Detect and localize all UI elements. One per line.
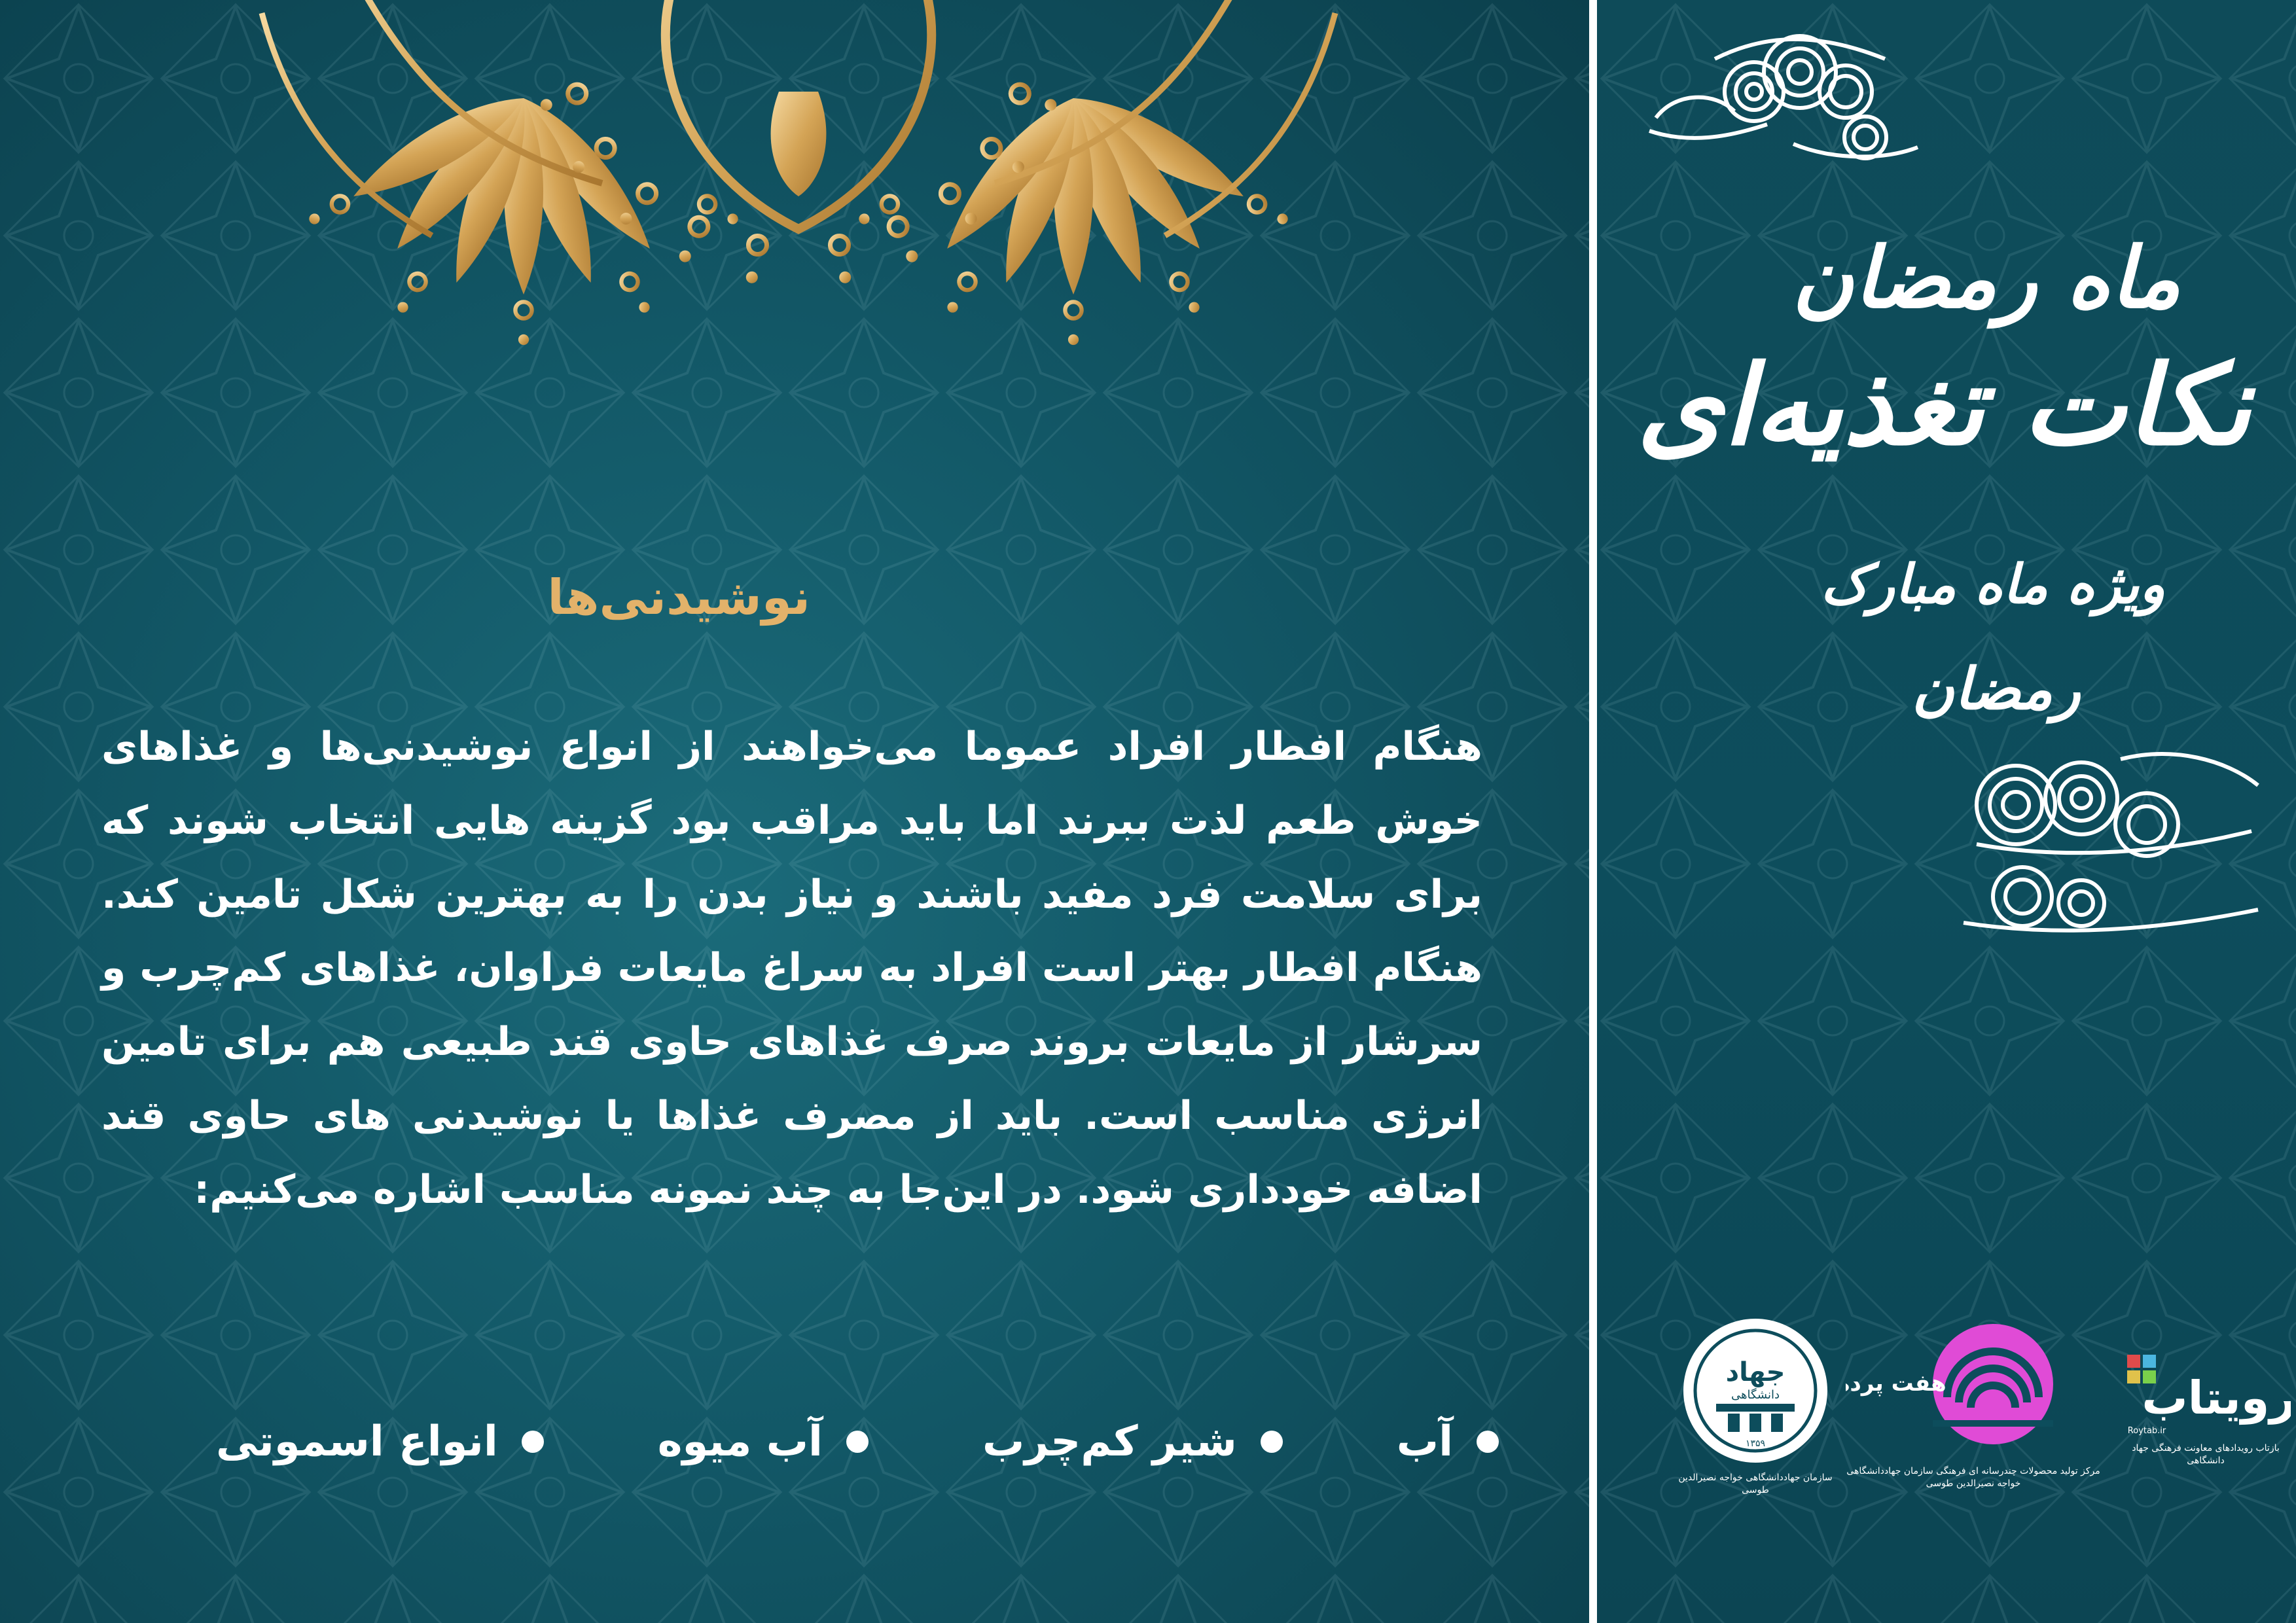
list-item-label: شیر کم‌چرب [982,1418,1237,1466]
body-paragraph: هنگام افطار افراد عموما می‌خواهند از انواع نوشیدنی‌ها و غذاهای خوش طعم لذت ببرند اما باید مراقب بود گزینه هایی انتخاب شوند که برای سلامت فرد مفید باشند و نیاز بدن را به بهترین شکل تامین کند. هنگام افطار بهتر است افراد به سراغ مایعات فراوان، غذاهای کم‌چرب و سرشار از مایعات بروند صرف غذاهای حاوی قند طبیعی هم برای تامین انرژی مناسب است. باید از مصرف غذاها یا نوشیدنی های حاوی قند اضافه خودداری شود. در این‌جا به چند نمونه مناسب اشاره می‌کنیم: [101,724,1482,1213]
bullet-icon [846,1431,869,1453]
list-item-label: آب [1396,1418,1453,1466]
title-line-1: ماه رمضان [1792,229,2181,327]
bullet-icon [1261,1431,1283,1453]
roytab-logo-caption: بازتاب رویدادهای معاونت فرهنگی جهاد دانشگاهی [2132,1443,2280,1466]
list-item [982,1418,1283,1466]
haft-parde-logo [1846,1306,2101,1490]
haft-parde-emblem-icon [1846,1306,2101,1463]
roytab-logo-name: رویتاب [2142,1371,2291,1425]
jahad-emblem-icon [1677,1312,1834,1469]
list-item [216,1418,544,1466]
jahad-logo-sub: دانشگاهی [1731,1388,1780,1402]
roytab-logo [2121,1348,2291,1467]
cloud-ornament-icon [1950,746,2265,942]
roytab-emblem-icon [2121,1348,2291,1440]
bullet-list [216,1406,1499,1478]
bullet-icon [1477,1431,1499,1453]
haft-parde-logo-name: هفت پرده [1846,1370,1946,1397]
subtitle-line-2: رمضان [1912,654,2081,722]
vertical-divider [1589,0,1597,1623]
roytab-logo-url: Roytab.ir [2127,1426,2166,1436]
list-item [1397,1418,1499,1466]
gold-mandala-ornament [209,0,1388,412]
bullet-icon [522,1431,544,1453]
haft-parde-logo-caption: مرکز تولید محصولات چندرسانه ای فرهنگی سازمان جهاددانشگاهی خواجه نصیرالدین طوسی [1846,1466,2100,1489]
jahad-logo-year: ۱۳۵۹ [1745,1438,1766,1449]
title-line-2: نکات تغذیه‌ای [1636,340,2251,470]
list-item [658,1418,869,1466]
list-item-label: انواع اسموتی [216,1418,498,1466]
jahad-logo [1677,1312,1834,1497]
section-heading: نوشیدنی‌ها [547,569,810,626]
subtitle-line-1: ویژه ماه مبارک [1820,553,2166,616]
jahad-logo-name: جهاد [1725,1357,1785,1387]
cloud-ornament-icon [1636,20,1924,170]
title-panel [1597,0,2296,1623]
jahad-logo-caption: سازمان جهاددانشگاهی خواجه نصیرالدین طوسی [1678,1472,1833,1495]
list-item-label: آب میوه [657,1418,823,1466]
